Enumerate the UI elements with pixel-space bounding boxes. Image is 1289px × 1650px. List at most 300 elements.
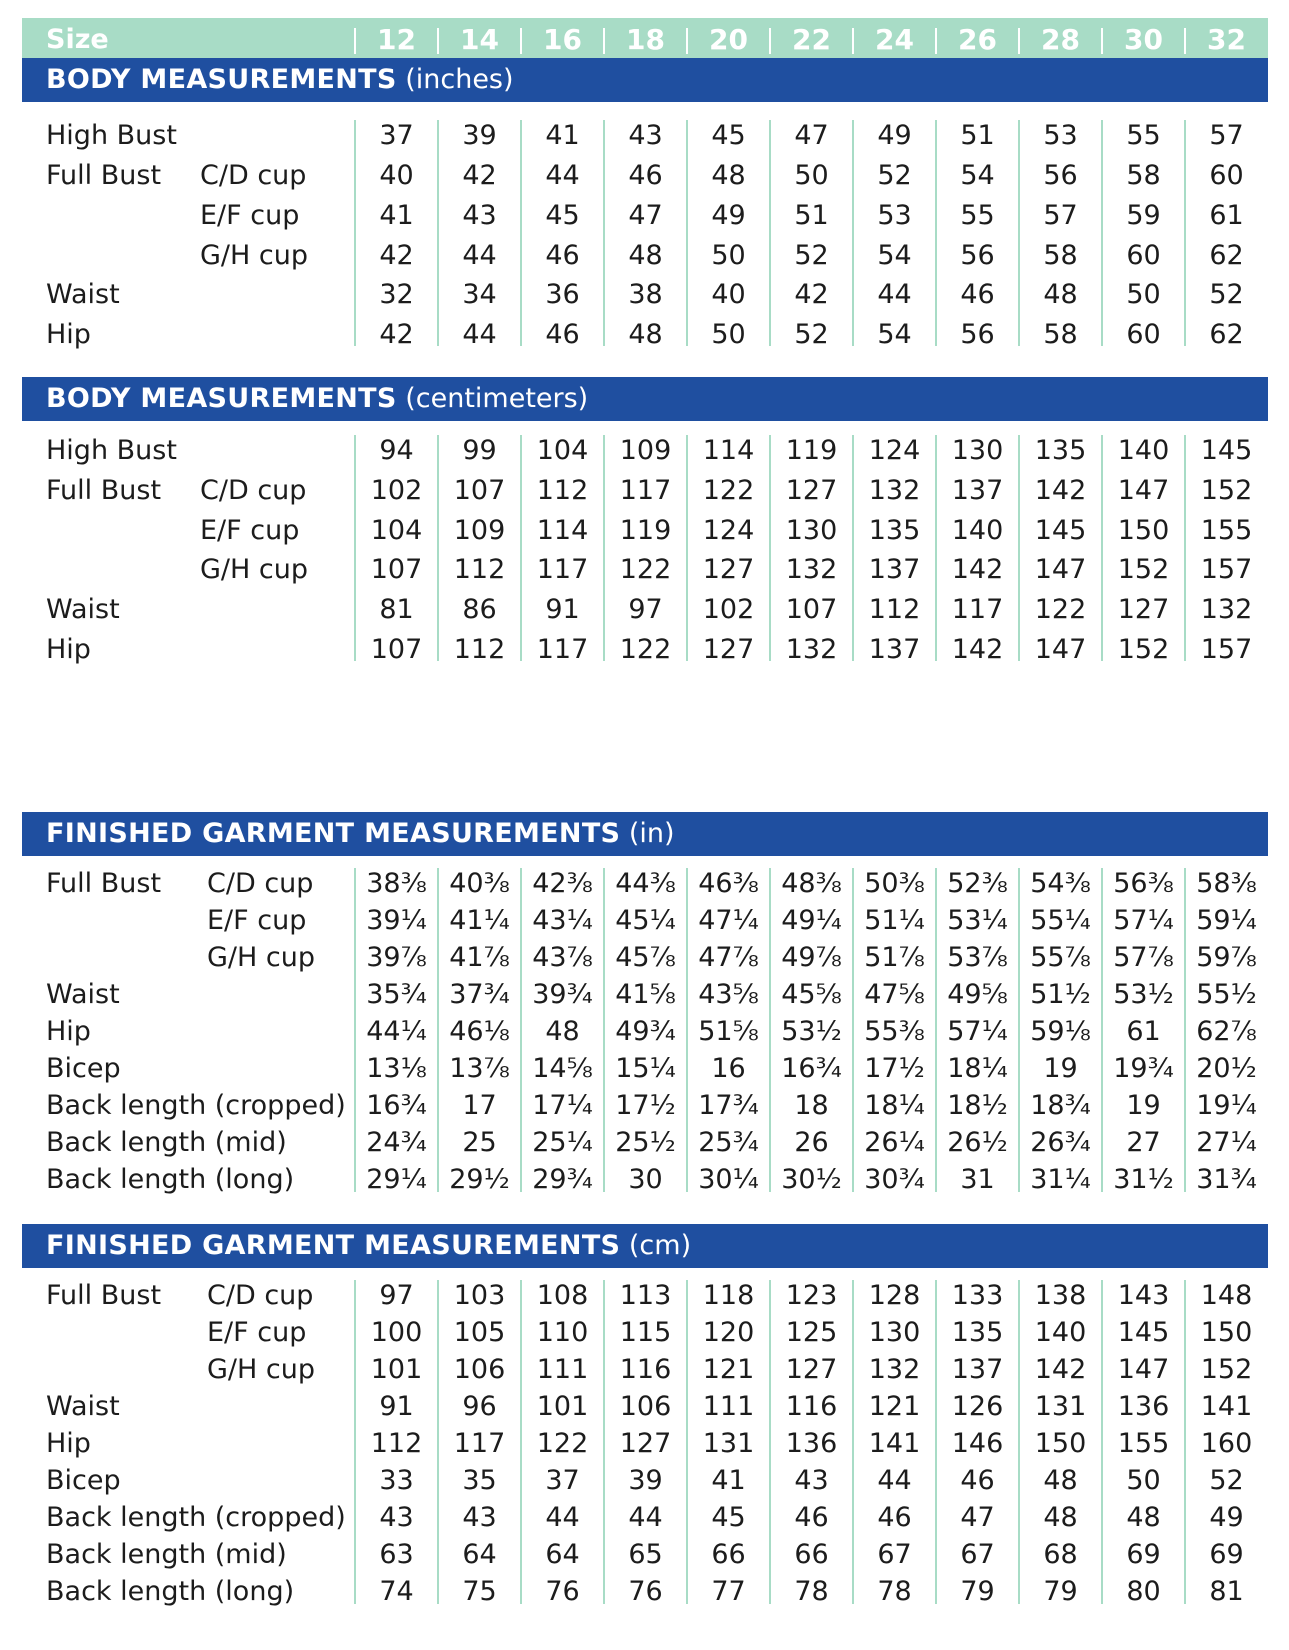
table-cell: 76: [545, 1576, 580, 1607]
table-cell: 102: [370, 475, 423, 506]
table-cell: 18: [794, 1090, 829, 1121]
table-cell: 124: [702, 515, 755, 546]
table-cell: 51: [794, 200, 829, 231]
table-cell: 130: [785, 515, 838, 546]
table-cell: 48: [628, 319, 663, 350]
table-cell: 17¾: [698, 1090, 759, 1121]
table-cell: 150: [1117, 515, 1170, 546]
table-cell: 131: [1034, 1391, 1087, 1422]
table-cell: 107: [370, 634, 423, 665]
table-cell: 104: [370, 515, 423, 546]
column-separator: [769, 435, 771, 661]
row-label: Back length (mid): [46, 1539, 287, 1570]
table-cell: 59⅛: [1030, 1016, 1091, 1047]
table-cell: 38: [628, 279, 663, 310]
table-cell: 57¼: [1113, 905, 1174, 936]
table-cell: 48⅜: [781, 868, 842, 899]
table-cell: 99: [462, 435, 497, 466]
table-cell: 56⅜: [1113, 868, 1174, 899]
table-cell: 58⅜: [1196, 868, 1257, 899]
table-cell: 49: [1209, 1502, 1244, 1533]
size-header-value: 22: [792, 23, 831, 56]
section-header: [22, 812, 1268, 856]
table-cell: 145: [1117, 1317, 1170, 1348]
table-cell: 52: [877, 160, 912, 191]
table-cell: 137: [868, 634, 921, 665]
table-cell: 64: [462, 1539, 497, 1570]
table-cell: 91: [379, 1391, 414, 1422]
table-cell: 122: [1034, 594, 1087, 625]
table-cell: 45¼: [615, 905, 676, 936]
table-cell: 113: [619, 1280, 672, 1311]
table-cell: 127: [619, 1428, 672, 1459]
table-cell: 42: [794, 279, 829, 310]
table-cell: 105: [453, 1317, 506, 1348]
table-cell: 59¼: [1196, 905, 1257, 936]
table-cell: 148: [1200, 1280, 1253, 1311]
table-cell: 137: [951, 1354, 1004, 1385]
table-cell: 52: [794, 319, 829, 350]
table-cell: 47: [960, 1502, 995, 1533]
row-label: Hip: [46, 634, 91, 665]
table-cell: 46: [960, 279, 995, 310]
section-title-unit: (in): [628, 818, 675, 849]
column-separator: [354, 435, 356, 661]
table-cell: 122: [702, 475, 755, 506]
column-separator: [1101, 435, 1103, 661]
table-cell: 132: [785, 554, 838, 585]
table-cell: 45⅝: [781, 979, 842, 1010]
table-cell: 30¾: [864, 1164, 925, 1195]
table-cell: 44: [628, 1502, 663, 1533]
row-label: Full Bust: [46, 1280, 162, 1311]
table-cell: 119: [619, 515, 672, 546]
table-cell: 116: [785, 1391, 838, 1422]
table-cell: 67: [960, 1539, 995, 1570]
table-cell: 132: [868, 1354, 921, 1385]
table-cell: 38⅜: [366, 868, 427, 899]
section-title-unit: (inches): [405, 64, 514, 95]
row-label: High Bust: [46, 435, 177, 466]
table-cell: 25¾: [698, 1127, 759, 1158]
table-cell: 48: [1043, 279, 1078, 310]
table-cell: 45: [711, 1502, 746, 1533]
table-cell: 146: [951, 1428, 1004, 1459]
table-cell: 112: [536, 475, 589, 506]
table-cell: 142: [951, 634, 1004, 665]
table-cell: 132: [1200, 594, 1253, 625]
table-cell: 19: [1126, 1090, 1161, 1121]
table-cell: 60: [1209, 160, 1244, 191]
row-cup-label: G/H cup: [207, 1354, 315, 1385]
table-cell: 141: [868, 1428, 921, 1459]
table-cell: 41¼: [449, 905, 510, 936]
table-cell: 18¼: [947, 1053, 1008, 1084]
table-cell: 128: [868, 1280, 921, 1311]
table-cell: 48: [1043, 1465, 1078, 1496]
table-cell: 109: [453, 515, 506, 546]
column-separator: [769, 120, 771, 346]
table-cell: 135: [951, 1317, 1004, 1348]
table-cell: 51⅞: [864, 942, 925, 973]
table-cell: 116: [619, 1354, 672, 1385]
table-cell: 53: [877, 200, 912, 231]
table-cell: 54: [877, 319, 912, 350]
column-separator: [1018, 120, 1020, 346]
table-cell: 44: [877, 1465, 912, 1496]
row-label: Bicep: [46, 1465, 121, 1496]
table-cell: 127: [702, 634, 755, 665]
table-cell: 130: [868, 1317, 921, 1348]
column-separator: [437, 435, 439, 661]
table-cell: 145: [1200, 435, 1253, 466]
table-cell: 61: [1209, 200, 1244, 231]
table-cell: 35: [462, 1465, 497, 1496]
table-cell: 48: [1043, 1502, 1078, 1533]
table-cell: 52: [794, 240, 829, 271]
table-cell: 56: [960, 319, 995, 350]
column-separator: [852, 435, 854, 661]
table-cell: 47: [794, 120, 829, 151]
table-cell: 143: [1117, 1280, 1170, 1311]
table-cell: 140: [951, 515, 1004, 546]
table-cell: 102: [702, 594, 755, 625]
table-cell: 16¾: [366, 1090, 427, 1121]
table-cell: 60: [1126, 319, 1161, 350]
row-label: Bicep: [46, 1053, 121, 1084]
table-cell: 122: [619, 634, 672, 665]
row-label: Full Bust: [46, 475, 162, 506]
table-cell: 147: [1034, 634, 1087, 665]
table-cell: 66: [711, 1539, 746, 1570]
table-cell: 136: [785, 1428, 838, 1459]
row-label: Full Bust: [46, 868, 162, 899]
table-cell: 50: [1126, 279, 1161, 310]
table-cell: 145: [1034, 515, 1087, 546]
row-cup-label: G/H cup: [200, 554, 308, 585]
table-cell: 42: [462, 160, 497, 191]
table-cell: 31½: [1113, 1164, 1174, 1195]
table-cell: 147: [1117, 475, 1170, 506]
table-cell: 51¼: [864, 905, 925, 936]
table-cell: 49: [877, 120, 912, 151]
table-cell: 49: [711, 200, 746, 231]
row-cup-label: E/F cup: [207, 1317, 307, 1348]
table-cell: 47⅞: [698, 942, 759, 973]
table-cell: 91: [545, 594, 580, 625]
table-cell: 62: [1209, 319, 1244, 350]
table-cell: 50⅜: [864, 868, 925, 899]
table-cell: 137: [951, 475, 1004, 506]
table-cell: 74: [379, 1576, 414, 1607]
section-title-unit: (centimeters): [405, 383, 589, 414]
table-cell: 56: [960, 240, 995, 271]
table-cell: 51½: [1030, 979, 1091, 1010]
table-cell: 17¼: [532, 1090, 593, 1121]
table-cell: 117: [536, 554, 589, 585]
column-separator: [935, 120, 937, 346]
table-cell: 101: [370, 1354, 423, 1385]
table-cell: 44¼: [366, 1016, 427, 1047]
table-cell: 53: [1043, 120, 1078, 151]
table-cell: 49⅝: [947, 979, 1008, 1010]
table-cell: 50: [711, 319, 746, 350]
table-cell: 147: [1117, 1354, 1170, 1385]
table-cell: 31¾: [1196, 1164, 1257, 1195]
table-cell: 54⅜: [1030, 868, 1091, 899]
table-cell: 96: [462, 1391, 497, 1422]
table-cell: 39¾: [532, 979, 593, 1010]
row-cup-label: C/D cup: [207, 868, 314, 899]
table-cell: 140: [1117, 435, 1170, 466]
table-cell: 27¼: [1196, 1127, 1257, 1158]
table-cell: 42⅜: [532, 868, 593, 899]
table-cell: 57⅞: [1113, 942, 1174, 973]
table-cell: 69: [1209, 1539, 1244, 1570]
table-cell: 30¼: [698, 1164, 759, 1195]
row-cup-label: G/H cup: [200, 240, 308, 271]
table-cell: 19¾: [1113, 1053, 1174, 1084]
size-header-label: Size: [46, 24, 109, 55]
column-separator: [437, 120, 439, 346]
row-label: Back length (cropped): [46, 1502, 346, 1533]
table-cell: 120: [702, 1317, 755, 1348]
table-cell: 30½: [781, 1164, 842, 1195]
size-header-value: 24: [875, 23, 914, 56]
table-cell: 37: [379, 120, 414, 151]
row-cup-label: C/D cup: [207, 1280, 314, 1311]
table-cell: 57¼: [947, 1016, 1008, 1047]
table-cell: 16: [711, 1053, 746, 1084]
table-cell: 61: [1126, 1016, 1161, 1047]
table-cell: 60: [1126, 240, 1161, 271]
table-cell: 58: [1043, 240, 1078, 271]
table-cell: 97: [628, 594, 663, 625]
table-cell: 44: [545, 1502, 580, 1533]
table-cell: 54: [960, 160, 995, 191]
row-label: Waist: [46, 979, 120, 1010]
table-cell: 53¼: [947, 905, 1008, 936]
column-separator: [1184, 120, 1186, 346]
table-cell: 46⅜: [698, 868, 759, 899]
row-label: Back length (long): [46, 1164, 295, 1195]
table-cell: 55½: [1196, 979, 1257, 1010]
table-cell: 112: [453, 554, 506, 585]
table-cell: 157: [1200, 634, 1253, 665]
section-title-bold: FINISHED GARMENT MEASUREMENTS: [46, 1230, 621, 1261]
table-cell: 150: [1200, 1317, 1253, 1348]
table-cell: 41⅝: [615, 979, 676, 1010]
table-cell: 39¼: [366, 905, 427, 936]
column-separator: [520, 120, 522, 346]
row-label: Full Bust: [46, 160, 162, 191]
table-cell: 141: [1200, 1391, 1253, 1422]
table-cell: 41: [545, 120, 580, 151]
table-cell: 121: [702, 1354, 755, 1385]
table-cell: 106: [619, 1391, 672, 1422]
section-title-bold: BODY MEASUREMENTS: [46, 64, 397, 95]
table-cell: 111: [702, 1391, 755, 1422]
table-cell: 142: [951, 554, 1004, 585]
table-cell: 42: [379, 240, 414, 271]
table-cell: 55¼: [1030, 905, 1091, 936]
table-cell: 106: [453, 1354, 506, 1385]
column-separator: [520, 435, 522, 661]
table-cell: 125: [785, 1317, 838, 1348]
size-header-bar: [22, 18, 1268, 62]
table-cell: 14⅝: [532, 1053, 593, 1084]
table-cell: 79: [1043, 1576, 1078, 1607]
table-cell: 55: [1126, 120, 1161, 151]
section-title: [46, 1230, 691, 1261]
column-separator: [354, 120, 356, 346]
section-title: [46, 64, 514, 95]
table-cell: 37: [545, 1465, 580, 1496]
table-cell: 121: [868, 1391, 921, 1422]
size-header-value: 30: [1124, 23, 1163, 56]
table-cell: 132: [785, 634, 838, 665]
table-cell: 112: [370, 1428, 423, 1459]
table-cell: 136: [1117, 1391, 1170, 1422]
table-cell: 44: [462, 319, 497, 350]
table-cell: 101: [536, 1391, 589, 1422]
table-cell: 49¼: [781, 905, 842, 936]
table-cell: 108: [536, 1280, 589, 1311]
table-cell: 67: [877, 1539, 912, 1570]
table-cell: 32: [379, 279, 414, 310]
table-cell: 17½: [864, 1053, 925, 1084]
table-cell: 65: [628, 1539, 663, 1570]
table-cell: 157: [1200, 554, 1253, 585]
table-cell: 112: [453, 634, 506, 665]
table-cell: 64: [545, 1539, 580, 1570]
table-cell: 31¼: [1030, 1164, 1091, 1195]
table-cell: 150: [1034, 1428, 1087, 1459]
table-cell: 47¼: [698, 905, 759, 936]
size-header-value: 26: [958, 23, 997, 56]
size-header-value: 12: [377, 23, 416, 56]
table-cell: 117: [951, 594, 1004, 625]
table-cell: 104: [536, 435, 589, 466]
table-cell: 50: [1126, 1465, 1161, 1496]
row-label: Back length (mid): [46, 1127, 287, 1158]
table-cell: 40: [379, 160, 414, 191]
table-cell: 75: [462, 1576, 497, 1607]
table-cell: 35¾: [366, 979, 427, 1010]
row-label: Back length (cropped): [46, 1090, 346, 1121]
table-cell: 43: [794, 1465, 829, 1496]
table-cell: 77: [711, 1576, 746, 1607]
table-cell: 107: [453, 475, 506, 506]
table-cell: 43: [379, 1502, 414, 1533]
table-cell: 17½: [615, 1090, 676, 1121]
table-cell: 76: [628, 1576, 663, 1607]
table-cell: 97: [379, 1280, 414, 1311]
table-cell: 57: [1209, 120, 1244, 151]
section-title-unit: (cm): [628, 1230, 692, 1261]
table-cell: 49¾: [615, 1016, 676, 1047]
table-cell: 48: [711, 160, 746, 191]
size-header-value: 18: [626, 23, 665, 56]
table-cell: 138: [1034, 1280, 1087, 1311]
table-cell: 135: [868, 515, 921, 546]
table-cell: 127: [1117, 594, 1170, 625]
table-cell: 152: [1117, 634, 1170, 665]
table-cell: 100: [370, 1317, 423, 1348]
table-cell: 58: [1043, 319, 1078, 350]
table-cell: 62⅞: [1196, 1016, 1257, 1047]
table-cell: 118: [702, 1280, 755, 1311]
table-cell: 59⅞: [1196, 942, 1257, 973]
table-cell: 51: [960, 120, 995, 151]
table-cell: 25½: [615, 1127, 676, 1158]
section-header: [22, 1224, 1268, 1268]
table-cell: 52: [1209, 279, 1244, 310]
table-cell: 152: [1200, 475, 1253, 506]
row-label: High Bust: [46, 120, 177, 151]
section-title-bold: FINISHED GARMENT MEASUREMENTS: [46, 818, 621, 849]
column-separator: [686, 435, 688, 661]
table-cell: 69: [1126, 1539, 1161, 1570]
table-cell: 50: [711, 240, 746, 271]
column-separator: [852, 120, 854, 346]
table-cell: 68: [1043, 1539, 1078, 1570]
row-cup-label: E/F cup: [200, 515, 300, 546]
table-cell: 56: [1043, 160, 1078, 191]
table-cell: 46: [628, 160, 663, 191]
section-title: [46, 818, 675, 849]
table-cell: 78: [877, 1576, 912, 1607]
table-cell: 44: [462, 240, 497, 271]
table-cell: 29¼: [366, 1164, 427, 1195]
column-separator: [1018, 435, 1020, 661]
table-cell: 53½: [781, 1016, 842, 1047]
table-cell: 78: [794, 1576, 829, 1607]
table-cell: 58: [1126, 160, 1161, 191]
table-cell: 43: [628, 120, 663, 151]
table-cell: 33: [379, 1465, 414, 1496]
table-cell: 133: [951, 1280, 1004, 1311]
table-cell: 43⅞: [532, 942, 593, 973]
table-cell: 43⅝: [698, 979, 759, 1010]
table-cell: 155: [1117, 1428, 1170, 1459]
size-header-value: 14: [460, 23, 499, 56]
row-cup-label: G/H cup: [207, 942, 315, 973]
table-cell: 110: [536, 1317, 589, 1348]
table-cell: 41⅞: [449, 942, 510, 973]
table-cell: 86: [462, 594, 497, 625]
size-header-value: 28: [1041, 23, 1080, 56]
table-cell: 44⅜: [615, 868, 676, 899]
table-cell: 13⅞: [449, 1053, 510, 1084]
section-header: [22, 377, 1268, 421]
table-cell: 16¾: [781, 1053, 842, 1084]
table-cell: 26: [794, 1127, 829, 1158]
table-cell: 25¼: [532, 1127, 593, 1158]
table-cell: 46: [545, 319, 580, 350]
table-cell: 122: [619, 554, 672, 585]
row-label: Back length (long): [46, 1576, 295, 1607]
table-cell: 26½: [947, 1127, 1008, 1158]
table-cell: 119: [785, 435, 838, 466]
table-cell: 52: [1209, 1465, 1244, 1496]
table-cell: 57: [1043, 200, 1078, 231]
size-header-value: 32: [1207, 23, 1246, 56]
table-cell: 140: [1034, 1317, 1087, 1348]
table-cell: 152: [1117, 554, 1170, 585]
section-header: [22, 58, 1268, 102]
size-header-value: 16: [543, 23, 582, 56]
